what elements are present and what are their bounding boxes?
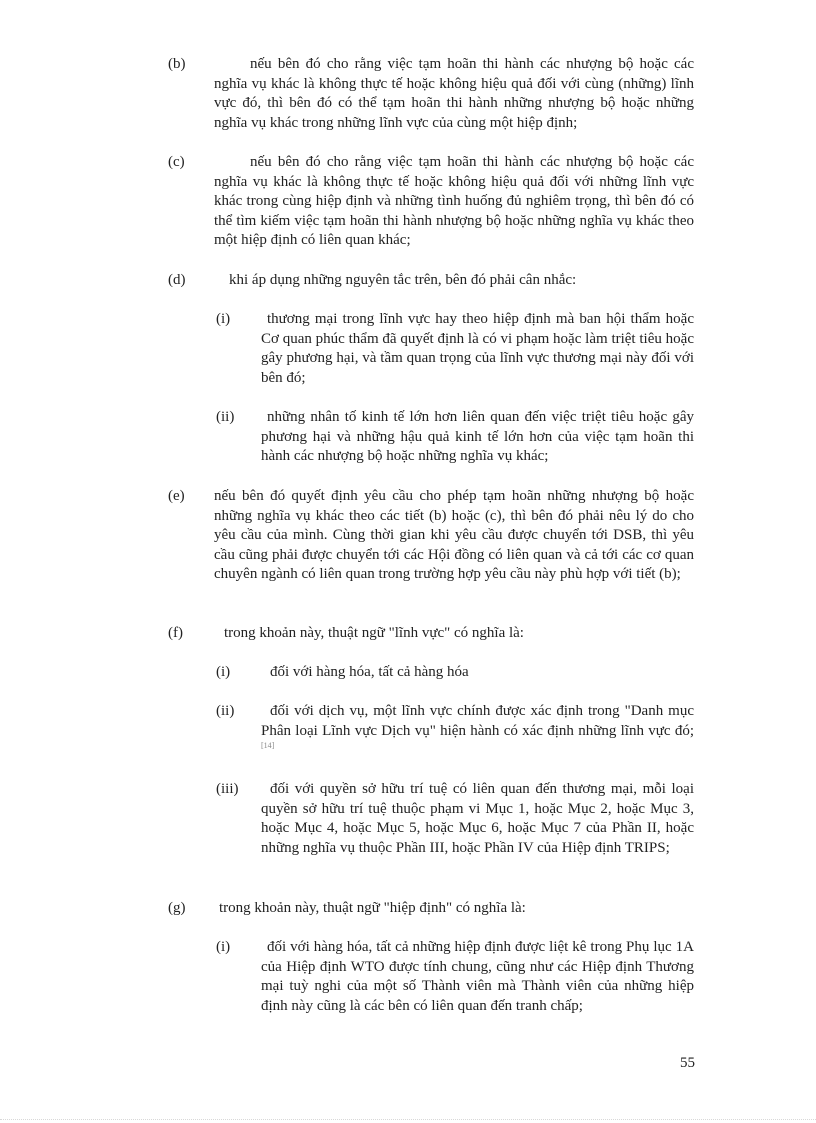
- subclause-label: (i): [216, 311, 231, 327]
- subclause-label: (iii): [216, 781, 239, 797]
- clause-label: (f): [168, 625, 183, 641]
- subclause-text: đối với hàng hóa, tất cả những hiệp định được liệt kê trong Phụ lục 1A của Hiệp định WTO được tính chung, cũng như các Hiệp định Thương mại tuỳ nghi của một số Thành viên mà Thành viên của những hiệp định này cũng là các bên có liên quan đến tranh chấp;: [261, 939, 694, 1014]
- clause-label: (d): [168, 272, 186, 288]
- subclause-text: những nhân tố kinh tế lớn hơn liên quan đến việc triệt tiêu hoặc gây phương hại và những hậu quả kinh tế lớn hơn của việc tạm hoãn thi hành các nhượng bộ hoặc những nghĩa vụ khác;: [261, 409, 694, 465]
- clause-label: (e): [168, 488, 185, 504]
- clause-text: nếu bên đó quyết định yêu cầu cho phép tạm hoãn những nhượng bộ hoặc những nghĩa vụ khác theo các tiết (b) hoặc (c), thì bên đó phải nêu lý do cho yêu cầu của mình. Cùng thời gian khi yêu cầu được chuyển tới DSB, thì yêu cầu cũng phải được chuyển tới các Hội đồng có liên quan và cả tới các cơ quan chuyên ngành có liên quan trong trường hợp yêu cầu này phù hợp với tiết (b);: [214, 488, 694, 583]
- clause-label: (g): [168, 900, 186, 916]
- clause-label: (b): [168, 56, 186, 72]
- subclause-label: (ii): [216, 409, 235, 425]
- subclause-text: [261, 702, 694, 761]
- clause-text: nếu bên đó cho rằng việc tạm hoãn thi hành các nhượng bộ hoặc các nghĩa vụ khác là không thực tế hoặc không hiệu quả đối với những lĩnh vực khác trong cùng hiệp định và những tình huống đủ nghiêm trọng, thì bên đó có thể tìm kiếm việc tạm hoãn thi hành nhượng bộ hoặc những nghĩa vụ khác theo một hiệp định có liên quan khác;: [214, 154, 694, 249]
- page-bottom-border: [0, 1119, 816, 1120]
- subclause-label: (ii): [216, 703, 235, 719]
- clause-text: khi áp dụng những nguyên tắc trên, bên đó phải cân nhắc:: [229, 272, 577, 288]
- subclause-text: đối với hàng hóa, tất cả hàng hóa: [270, 664, 469, 680]
- subclause-label: (i): [216, 664, 231, 680]
- clause-text: nếu bên đó cho rằng việc tạm hoãn thi hành các nhượng bộ hoặc các nghĩa vụ khác là không thực tế hoặc không hiệu quả đối với cùng (những) lĩnh vực đó, thì bên đó có thể tạm hoãn thi hành những nhượng bộ hoặc những nghĩa vụ khác trong những lĩnh vực của cùng một hiệp định;: [214, 56, 694, 131]
- footnote-ref[interactable]: [14]: [261, 741, 275, 751]
- subclause-label: (i): [216, 939, 231, 955]
- clause-text: trong khoản này, thuật ngữ "hiệp định" có nghĩa là:: [219, 900, 526, 916]
- subclause-text: thương mại trong lĩnh vực hay theo hiệp định mà ban hội thẩm hoặc Cơ quan phúc thẩm đã quyết định là có vi phạm hoặc làm triệt tiêu hoặc gây phương hại, và tầm quan trọng của lĩnh vực thương mại này đối với bên đó;: [261, 311, 694, 386]
- clause-text: trong khoản này, thuật ngữ "lĩnh vực" có nghĩa là:: [224, 625, 524, 641]
- subclause-text: đối với quyền sở hữu trí tuệ có liên quan đến thương mại, mỗi loại quyền sở hữu trí tuệ thuộc phạm vi Mục 1, hoặc Mục 2, hoặc Mục 3, hoặc Mục 4, hoặc Mục 5, hoặc Mục 6, hoặc Mục 7 của Phần II, hoặc những nghĩa vụ thuộc Phần III, hoặc Phần IV của Hiệp định TRIPS;: [261, 781, 694, 856]
- page-number: 55: [680, 1055, 695, 1071]
- clause-label: (c): [168, 154, 185, 170]
- subclause-body: đối với dịch vụ, một lĩnh vực chính được xác định trong "Danh mục Phân loại Lĩnh vực Dịch vụ" hiện hành có xác định những lĩnh vực đó;: [261, 703, 694, 739]
